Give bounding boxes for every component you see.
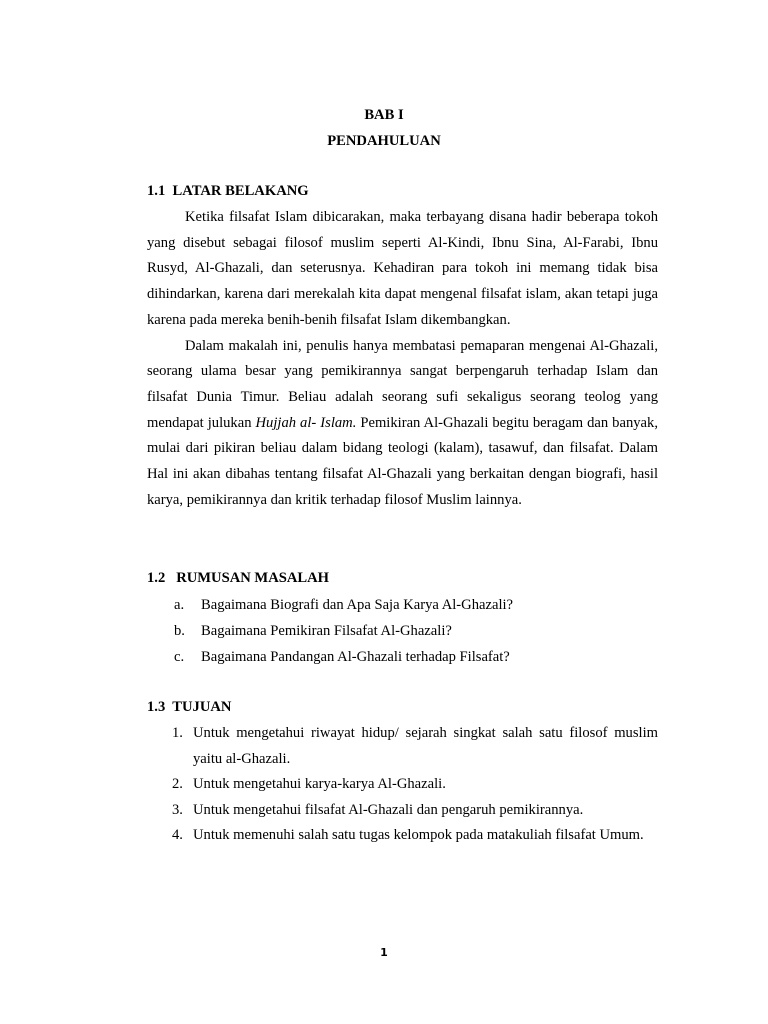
section-heading-background: 1.1 LATAR BELAKANG: [147, 183, 309, 199]
list-marker: 4.: [172, 827, 183, 843]
chapter-label: BAB I: [364, 107, 404, 123]
list-item: [174, 623, 654, 649]
list-item: [172, 772, 658, 798]
list-item: [172, 721, 658, 772]
chapter-title: PENDAHULUAN: [327, 133, 441, 149]
list-item: [174, 597, 654, 623]
list-item: [172, 823, 658, 849]
list-item: [174, 649, 654, 675]
list-marker: c.: [174, 649, 185, 665]
list-item: [172, 798, 658, 824]
list-item-text: Untuk mengetahui riwayat hidup/ sejarah singkat salah satu filosof muslim yaitu al-Ghazali.: [193, 725, 658, 767]
background-paragraph-2: [147, 334, 658, 514]
list-marker: b.: [174, 623, 185, 639]
page-number: 1: [380, 946, 388, 959]
section-heading-problems: 1.2 RUMUSAN MASALAH: [147, 570, 330, 586]
problems-list: [174, 597, 654, 675]
paragraph-2-text-start: Dalam makalah ini, penulis hanya membatasi pemaparan mengenai Al-Ghazali, seorang ulama besar yang pemikirannya sangat berpengaruh terhadap Islam dan filsafat Dunia Timur. Beliau adalah seorang sufi sekaligus seorang teolog yang mendapat julukan: [147, 337, 658, 431]
background-body: [147, 205, 658, 513]
list-marker: 2.: [172, 776, 183, 792]
list-marker: 1.: [172, 725, 183, 741]
list-item-text: Bagaimana Biografi dan Apa Saja Karya Al-Ghazali?: [201, 597, 514, 613]
list-marker: 3.: [172, 801, 183, 818]
paragraph-2-italic-term: Hujjah al- Islam.: [255, 414, 357, 431]
list-marker: a.: [174, 597, 185, 613]
paragraph-2-text-end: Pemikiran Al-Ghazali begitu beragam dan banyak, mulai dari pikiran beliau dalam bidang teologi (kalam), tasawuf, dan filsafat. Dalam Hal ini akan dibahas tentang filsafat Al-Ghazali yang berkaitan dengan biografi, hasil karya, pemikirannya dan kritik terhadap filosof Muslim lainnya.: [147, 414, 658, 508]
list-item-text: Bagaimana Pemikiran Filsafat Al-Ghazali?: [201, 623, 452, 639]
objectives-list: [172, 721, 658, 849]
list-item-text: Untuk mengetahui filsafat Al-Ghazali dan pengaruh pemikirannya.: [193, 801, 584, 818]
background-paragraph-1: Ketika filsafat Islam dibicarakan, maka terbayang disana hadir beberapa tokoh yang disebut sebagai filosof muslim seperti Al-Kindi, Ibnu Sina, Al-Farabi, Ibnu Rusyd, Al-Ghazali, dan seterusnya. Kehadiran para tokoh ini memang tidak bisa dihindarkan, karena dari merekalah kita dapat mengenal filsafat islam, akan tetapi juga karena pada mereka benih-benih filsafat Islam dikembangkan.: [147, 209, 658, 328]
list-item-text: Untuk memenuhi salah satu tugas kelompok pada matakuliah filsafat Umum.: [193, 827, 644, 843]
list-item-text: Bagaimana Pandangan Al-Ghazali terhadap Filsafat?: [201, 649, 510, 665]
list-item-text: Untuk mengetahui karya-karya Al-Ghazali.: [193, 776, 446, 792]
section-heading-objectives: 1.3 TUJUAN: [147, 699, 232, 715]
